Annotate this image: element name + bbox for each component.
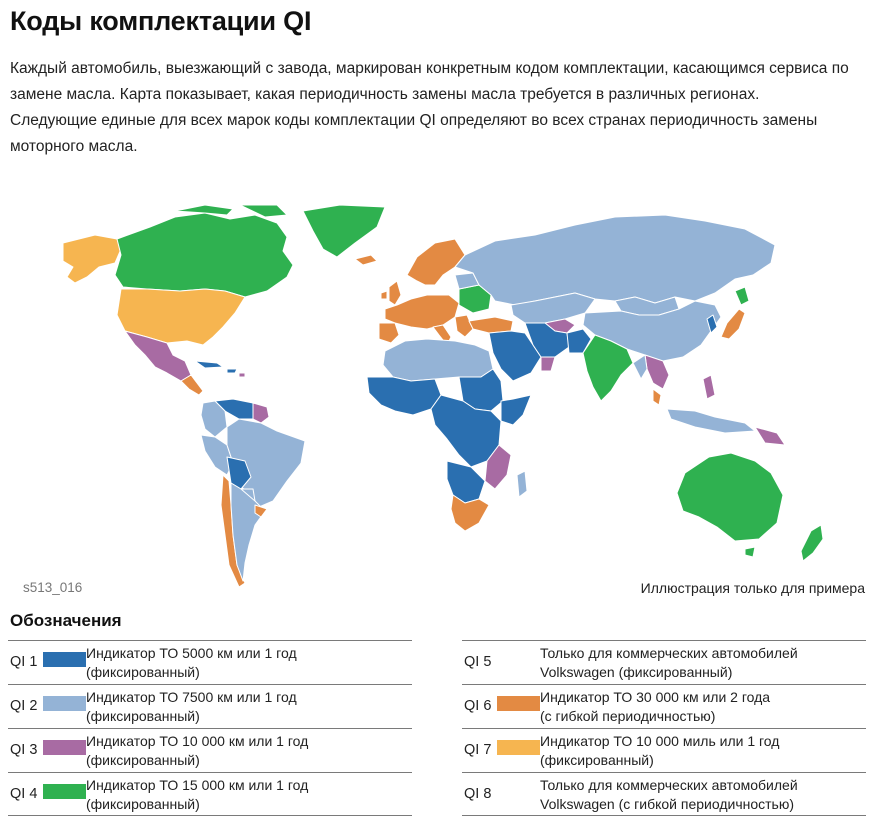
legend-description: Индикатор ТО 10 000 км или 1 год (фиксированный): [86, 733, 309, 768]
legend-description: Только для коммерческих автомобилей Volkswagen (с гибкой периодичностью): [540, 777, 798, 812]
region-greenland: [303, 205, 385, 257]
legend-row: [8, 772, 412, 816]
region-antilles: [239, 373, 245, 377]
legend-code: QI 4: [10, 786, 38, 802]
region-caribbean: [227, 369, 237, 373]
legend-code: QI 3: [10, 742, 38, 758]
region-cuba: [195, 361, 223, 368]
region-ireland: [381, 291, 387, 299]
legend-title: Обозначения: [10, 611, 122, 630]
legend-code: QI 1: [10, 654, 38, 670]
legend-code: QI 6: [464, 698, 492, 714]
legend-row: [462, 728, 866, 772]
legend-description: Индикатор ТО 7500 км или 1 год (фиксированный): [86, 689, 297, 724]
legend-description: Индикатор ТО 5000 км или 1 год (фиксированный): [86, 645, 297, 680]
region-malaysia: [653, 389, 661, 405]
region-oman: [541, 357, 555, 371]
legend-swatch: [43, 696, 86, 711]
legend-row: [462, 640, 866, 684]
legend-row: [462, 772, 866, 816]
region-burma: [633, 355, 647, 379]
region-iberia: [379, 323, 399, 343]
legend-code: QI 2: [10, 698, 38, 714]
legend-description: Индикатор ТО 30 000 км или 2 года (с гибкой периодичностью): [540, 689, 771, 724]
legend-row: [8, 640, 412, 684]
intro-text: Каждый автомобиль, выезжающий с завода, маркирован конкретным кодом комплектации, касающимся сервиса по замене масла. Карта показывает, какая периодичность замены масла требуется в различных регионах. Следующие единые для всех марок коды комплектации QI определяют во всех странах периодичность замены моторного масла.: [10, 60, 849, 155]
region-japan: [721, 309, 745, 339]
region-alaska: [63, 235, 121, 283]
region-horn-africa: [501, 395, 531, 425]
region-iceland: [355, 255, 377, 265]
legend-right-column: [462, 640, 866, 816]
legend-row: [8, 684, 412, 728]
region-philippines: [703, 375, 715, 399]
region-north-africa: [383, 339, 493, 381]
region-uk: [389, 281, 401, 305]
region-turkey: [469, 317, 513, 333]
legend-swatch: [43, 740, 86, 755]
region-tasmania: [745, 547, 755, 557]
legend-swatch: [497, 740, 540, 755]
map-caption: Иллюстрация только для примера: [640, 580, 865, 596]
page-title: Коды комплектации QI: [10, 6, 312, 36]
region-australia: [677, 453, 783, 541]
legend-left-column: [8, 640, 412, 816]
legend-swatch: [43, 652, 86, 667]
region-indonesia: [667, 409, 755, 433]
legend-description: Индикатор ТО 15 000 км или 1 год (фиксированный): [86, 777, 309, 812]
legend-description: Индикатор ТО 10 000 миль или 1 год (фиксированный): [540, 733, 780, 768]
legend-swatch: [43, 784, 86, 799]
legend-row: [8, 728, 412, 772]
region-guyanas: [253, 403, 269, 423]
region-balkans: [455, 315, 473, 337]
legend-code: QI 5: [464, 654, 492, 670]
region-new-zealand: [801, 525, 823, 561]
world-map: [55, 205, 845, 600]
region-russia: [455, 215, 775, 305]
figure-id: s513_016: [23, 580, 83, 595]
region-japan-north: [735, 287, 749, 305]
region-madagascar: [517, 471, 527, 497]
region-west-africa: [367, 377, 441, 415]
legend-swatch: [497, 696, 540, 711]
region-canada: [115, 213, 293, 297]
region-new-guinea: [755, 427, 785, 445]
legend-code: QI 8: [464, 786, 492, 802]
legend-description: Только для коммерческих автомобилей Volkswagen (фиксированный): [540, 645, 798, 680]
legend-row: [462, 684, 866, 728]
legend-code: QI 7: [464, 742, 492, 758]
